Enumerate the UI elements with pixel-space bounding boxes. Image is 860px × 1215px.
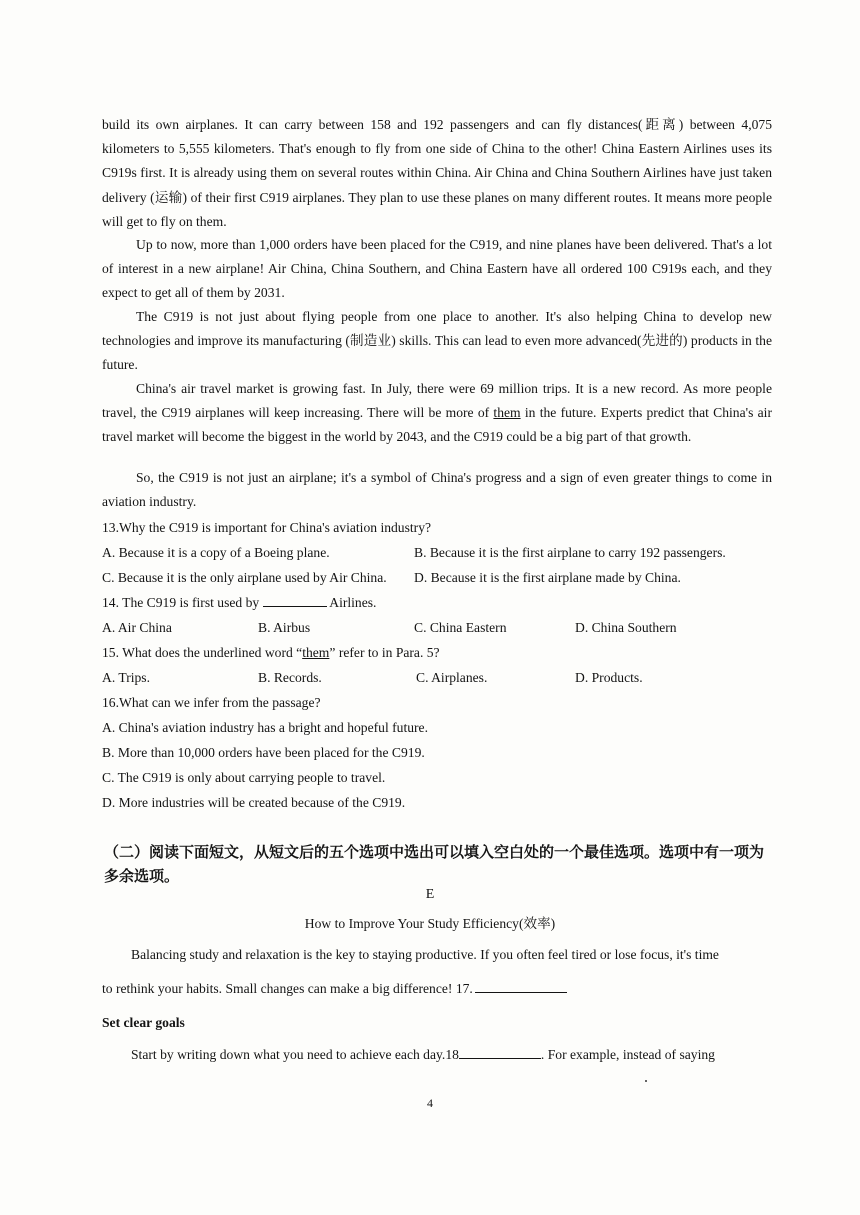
question-13-option-a: A. Because it is a copy of a Boeing plane. [102, 545, 330, 560]
question-14-option-a: A. Air China [102, 620, 172, 635]
question-13-option-b: B. Because it is the first airplane to carry 192 passengers. [414, 545, 726, 560]
subheading-set-clear-goals: Set clear goals [102, 1015, 185, 1030]
passage-paragraph-2: Up to now, more than 1,000 orders have been placed for the C919, and nine planes have been delivered. That's a lot of interest in a new airplane! Air China, China Southern, and China Eastern have all ordered 100 C919s each, and they expect to get all of them by 2031. [102, 237, 772, 301]
answer-blank-17 [475, 980, 567, 993]
question-14-option-c: C. China Eastern [414, 620, 507, 635]
question-15-option-a: A. Trips. [102, 670, 150, 685]
question-16-option-a: A. China's aviation industry has a bright and hopeful future. [102, 720, 428, 735]
question-14-option-b: B. Airbus [258, 620, 311, 635]
passage-e-line-3 [131, 1045, 715, 1065]
question-15-stem-start: 15. What does the underlined word “ [102, 645, 303, 660]
question-13-stem: 13.Why the C919 is important for China's aviation industry? [102, 520, 432, 535]
answer-blank-18 [459, 1046, 541, 1059]
passage-e-line-3-text-end: . For example, instead of saying [540, 1047, 715, 1062]
question-15-option-b: B. Records. [258, 670, 322, 685]
passage-letter: E [425, 887, 435, 902]
question-15-stem [102, 643, 440, 663]
passage-paragraph-1: build its own airplanes. It can carry between 158 and 192 passengers and can fly distances(距离) between 4,075 kilometers to 5,555 kilometers. That's enough to fly from one side of China to the other! China Eastern Airlines uses its C919s first. It is already using them on several routes within China. Air China and China Southern Airlines have just taken delivery (运输) of their first C919 airplanes. They plan to use these planes on many different routes. It means more people will get to fly on them. [102, 117, 772, 229]
underlined-word-them: them [493, 405, 521, 421]
question-16-option-d: D. More industries will be created because of the C919. [102, 795, 406, 810]
speck-mark [645, 1080, 647, 1082]
question-16-option-b: B. More than 10,000 orders have been placed for the C919. [102, 745, 425, 760]
paragraph-4-text: China's air travel market is growing fast. In July, there were 69 million trips. It is a new record. As more people travel, the C919 airplanes will keep increasing. There will be more of [102, 381, 772, 421]
answer-blank-14 [263, 594, 327, 607]
section-2-instruction: （二）阅读下面短文，从短文后的五个选项中选出可以填入空白处的一个最佳选项。选项中有一项为多余选项。 [104, 843, 765, 885]
passage-paragraph-4 [102, 377, 772, 450]
passage-paragraph-3: The C919 is not just about flying people from one place to another. It's also helping China to develop new technologies and improve its manufacturing (制造业) skills. This can lead to even more advanced(先进的) products in the future. [102, 309, 772, 373]
question-13-option-c: C. Because it is the only airplane used by Air China. [102, 570, 387, 585]
passage-e-line-3-text: Start by writing down what you need to achieve each day.18 [131, 1047, 459, 1062]
question-14-stem-end: Airlines. [326, 595, 377, 610]
question-16-option-c: C. The C919 is only about carrying people to travel. [102, 770, 386, 785]
question-15-option-c: C. Airplanes. [416, 670, 488, 685]
question-15-stem-end: ” refer to in Para. 5? [329, 645, 440, 660]
passage-e-line-2 [102, 979, 567, 999]
question-15-option-d: D. Products. [575, 670, 643, 685]
question-14-stem-start: 14. The C919 is first used by [102, 595, 263, 610]
passage-title: How to Improve Your Study Efficiency(效率) [304, 916, 556, 931]
question-16-stem: 16.What can we infer from the passage? [102, 695, 321, 710]
passage-paragraph-5: So, the C919 is not just an airplane; it's a symbol of China's progress and a sign of even greater things to come in aviation industry. [102, 470, 772, 510]
question-14-option-d: D. China Southern [575, 620, 677, 635]
question-14-stem [102, 593, 376, 613]
question-13-option-d: D. Because it is the first airplane made by China. [414, 570, 681, 585]
page-number: 4 [427, 1096, 433, 1110]
passage-e-line-1: Balancing study and relaxation is the key to staying productive. If you often feel tired or lose focus, it's time [131, 947, 719, 962]
question-15-underlined-word: them [302, 645, 330, 660]
passage-e-line-2-text: to rethink your habits. Small changes can make a big difference! 17. [102, 981, 473, 996]
paragraph-4-text-end: in the future. Experts predict that China's air travel market will become the biggest in the world by 2043, and the C919 could be a big part of that growth. [102, 405, 772, 445]
